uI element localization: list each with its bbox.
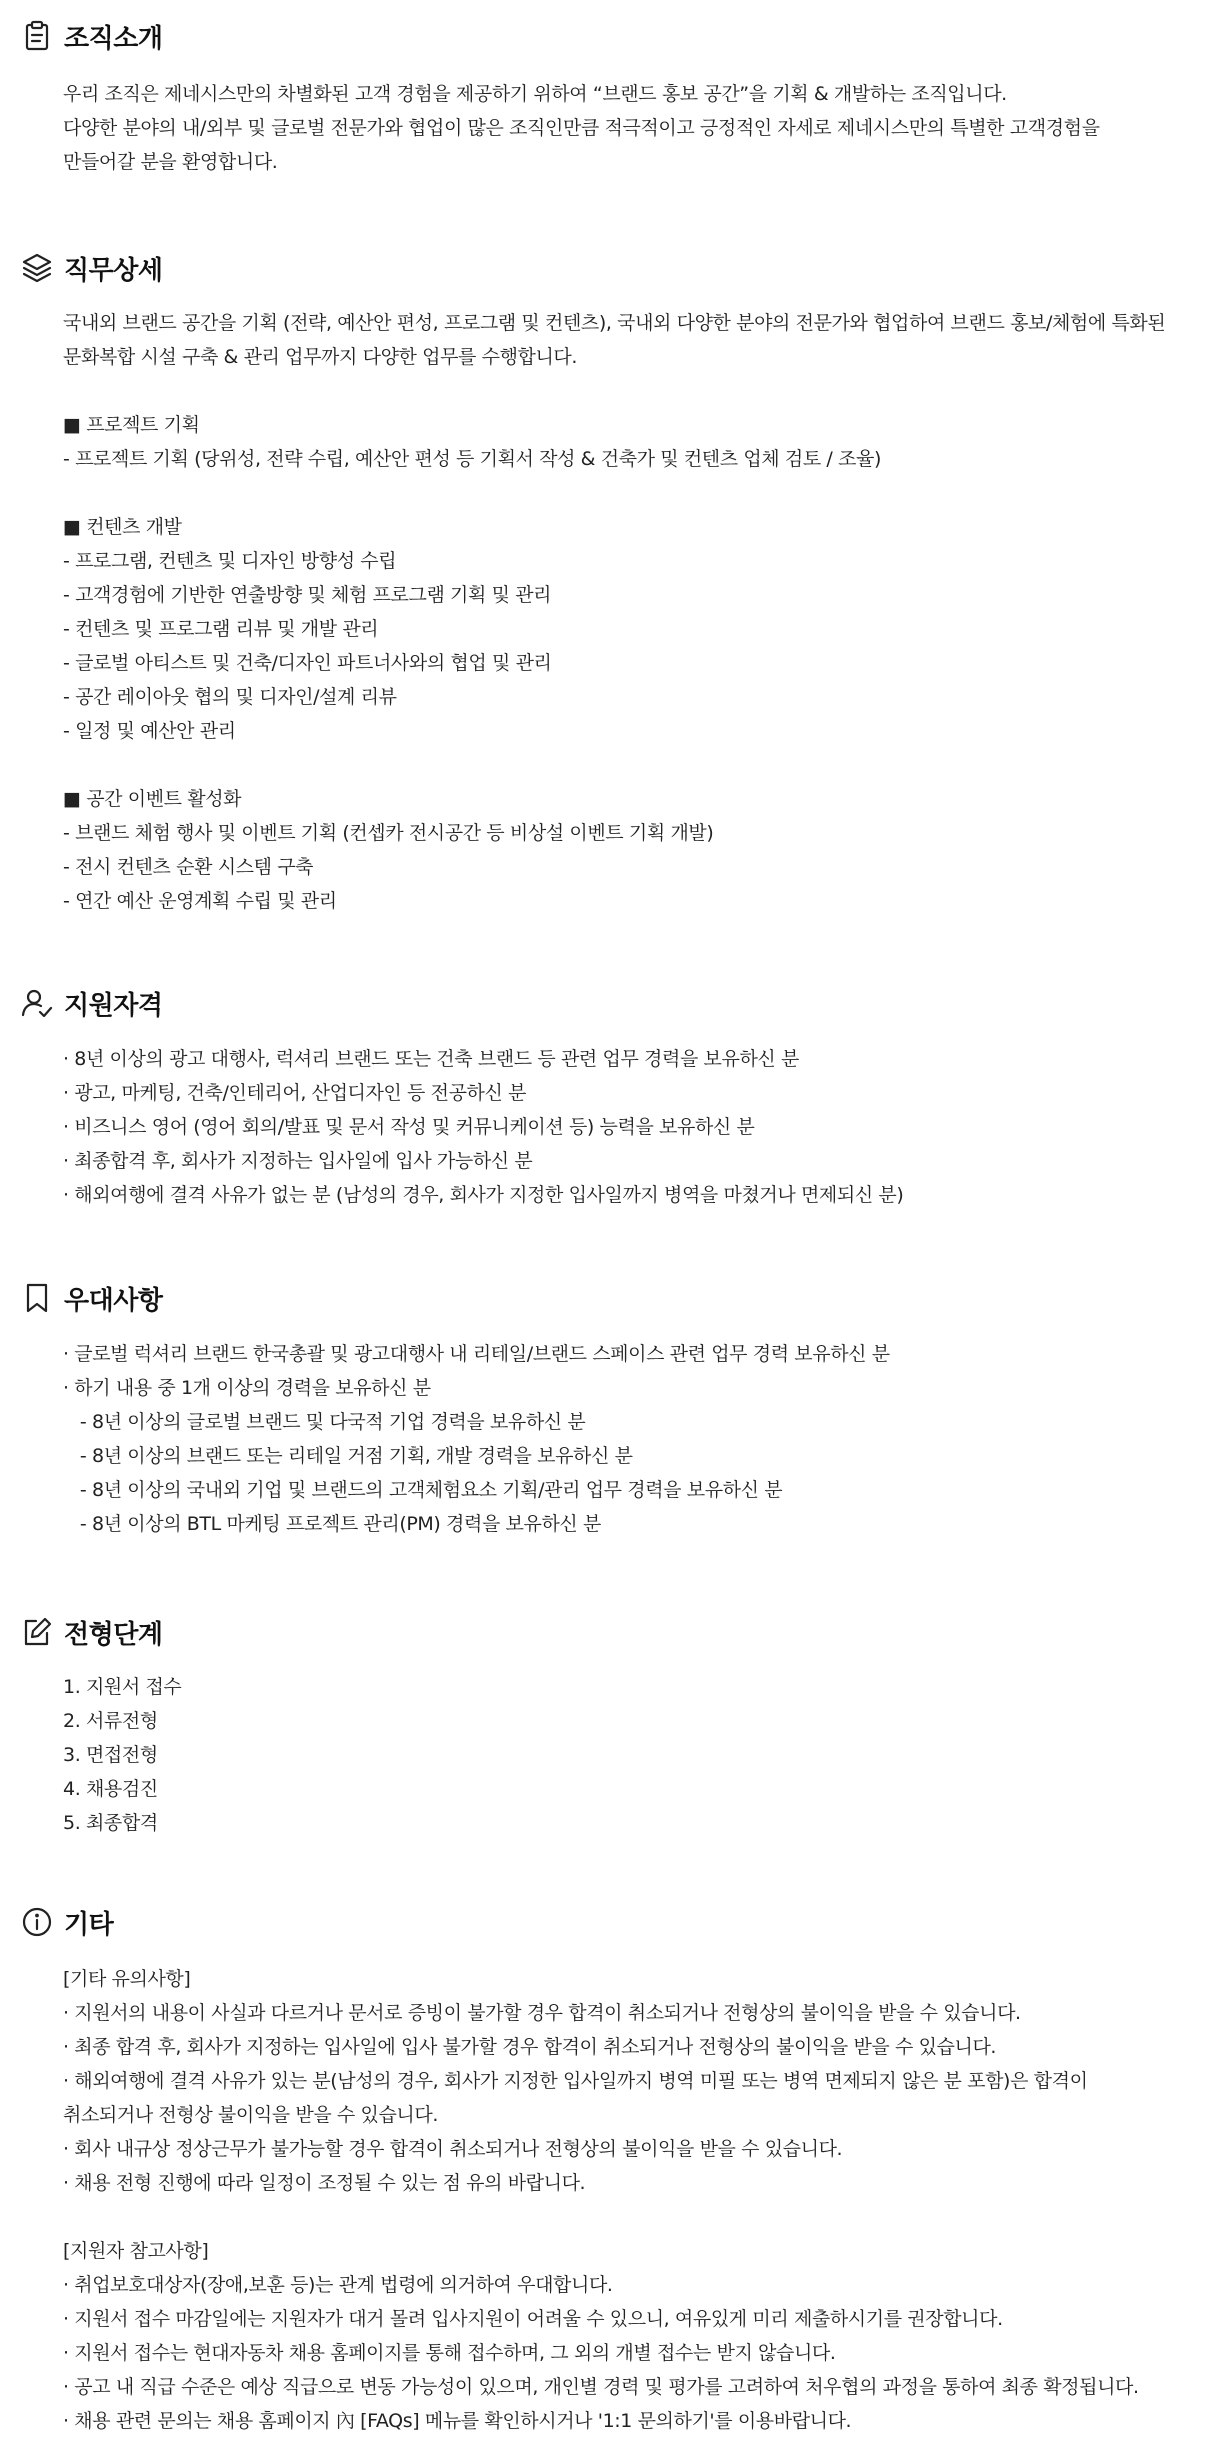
list-item: · 비즈니스 영어 (영어 회의/발표 및 문서 작성 및 커뮤니케이션 등) 능력을 보유하신 분	[63, 1116, 755, 1138]
list-item: · 회사 내규상 정상근무가 불가능할 경우 합격이 취소되거나 전형상의 불이익을 받을 수 있습니다.	[63, 2138, 843, 2160]
list-item-continuation: 취소되거나 전형상 불이익을 받을 수 있습니다.	[63, 2104, 438, 2126]
list-item: · 지원서 접수는 현대자동차 채용 홈페이지를 통해 접수하며, 그 외의 개별 접수는 받지 않습니다.	[63, 2342, 836, 2364]
bookmark-icon	[20, 1281, 54, 1315]
section-duties-header	[20, 248, 162, 288]
list-heading: ■ 공간 이벤트 활성화	[63, 788, 242, 810]
subsection-heading: [지원자 참고사항]	[63, 2240, 209, 2262]
section-about-header	[20, 16, 162, 56]
list-item: - 공간 레이아웃 협의 및 디자인/설계 리뷰	[63, 686, 397, 708]
section-title: 직무상세	[64, 255, 163, 286]
list-item: · 해외여행에 결격 사유가 없는 분 (남성의 경우, 회사가 지정한 입사일까지 병역을 마쳤거나 면제되신 분)	[63, 1184, 904, 1206]
section-title: 우대사항	[64, 1285, 163, 1316]
info-icon	[20, 1905, 54, 1939]
list-item: · 해외여행에 결격 사유가 있는 분(남성의 경우, 회사가 지정한 입사일까지 병역 미필 또는 병역 면제되지 않은 분 포함)은 합격이	[63, 2070, 1088, 2092]
person-check-icon	[20, 986, 54, 1020]
list-item: · 하기 내용 중 1개 이상의 경력을 보유하신 분	[63, 1377, 431, 1399]
section-title: 조직소개	[64, 23, 163, 54]
section-about	[0, 16, 1205, 186]
list-item: - 일정 및 예산안 관리	[63, 720, 236, 742]
edit-icon	[20, 1615, 54, 1649]
list-item: · 채용 관련 문의는 채용 홈페이지 內 [FAQs] 메뉴를 확인하시거나 '1:1 문의하기'를 이용바랍니다.	[63, 2410, 852, 2432]
list-subitem: - 8년 이상의 BTL 마케팅 프로젝트 관리(PM) 경력을 보유하신 분	[63, 1513, 601, 1535]
section-title: 전형단계	[64, 1619, 163, 1650]
list-item: · 지원서의 내용이 사실과 다르거나 문서로 증빙이 불가할 경우 합격이 취소되거나 전형상의 불이익을 받을 수 있습니다.	[63, 2002, 1021, 2024]
list-item: 1. 지원서 접수	[63, 1676, 182, 1698]
layers-icon	[20, 251, 54, 285]
body-line: 문화복합 시설 구축 & 관리 업무까지 다양한 업무를 수행합니다.	[63, 346, 578, 368]
section-title: 기타	[64, 1909, 114, 1940]
list-heading: ■ 프로젝트 기획	[63, 414, 200, 436]
list-item: · 공고 내 직급 수준은 예상 직급으로 변동 가능성이 있으며, 개인별 경력 및 평가를 고려하여 처우협의 과정을 통하여 최종 확정됩니다.	[63, 2376, 1139, 2398]
list-item: - 브랜드 체험 행사 및 이벤트 기획 (컨셉카 전시공간 등 비상설 이벤트 기획 개발)	[63, 822, 714, 844]
list-item: - 컨텐츠 및 프로그램 리뷰 및 개발 관리	[63, 618, 379, 640]
list-item: 2. 서류전형	[63, 1710, 158, 1732]
section-process-header	[20, 1612, 162, 1652]
section-duties	[0, 248, 1205, 928]
list-item: · 글로벌 럭셔리 브랜드 한국총괄 및 광고대행사 내 리테일/브랜드 스페이스 관련 업무 경력 보유하신 분	[63, 1343, 890, 1365]
body-line: 국내외 브랜드 공간을 기획 (전략, 예산안 편성, 프로그램 및 컨텐츠), 국내외 다양한 분야의 전문가와 협업하여 브랜드 홍보/체험에 특화된	[63, 312, 1166, 334]
list-item: - 글로벌 아티스트 및 건축/디자인 파트너사와의 협업 및 관리	[63, 652, 552, 674]
list-item: - 프로젝트 기획 (당위성, 전략 수립, 예산안 편성 등 기획서 작성 & 건축가 및 컨텐츠 업체 검토 / 조율)	[63, 448, 881, 470]
body-line: 우리 조직은 제네시스만의 차별화된 고객 경험을 제공하기 위하여 “브랜드 홍보 공간”을 기획 & 개발하는 조직입니다.	[63, 83, 1007, 105]
subsection-heading: [기타 유의사항]	[63, 1968, 191, 1990]
list-item: · 최종 합격 후, 회사가 지정하는 입사일에 입사 불가할 경우 합격이 취소되거나 전형상의 불이익을 받을 수 있습니다.	[63, 2036, 997, 2058]
list-item: · 광고, 마케팅, 건축/인테리어, 산업디자인 등 전공하신 분	[63, 1082, 527, 1104]
list-item: · 8년 이상의 광고 대행사, 럭셔리 브랜드 또는 건축 브랜드 등 관련 업무 경력을 보유하신 분	[63, 1048, 799, 1070]
section-process	[0, 1612, 1205, 1842]
body-line: 만들어갈 분을 환영합니다.	[63, 151, 278, 173]
list-item: 3. 면접전형	[63, 1744, 158, 1766]
list-item: · 채용 전형 진행에 따라 일정이 조정될 수 있는 점 유의 바랍니다.	[63, 2172, 586, 2194]
list-heading: ■ 컨텐츠 개발	[63, 516, 182, 538]
body-line: 다양한 분야의 내/외부 및 글로벌 전문가와 협업이 많은 조직인만큼 적극적이고 긍정적인 자세로 제네시스만의 특별한 고객경험을	[63, 117, 1100, 139]
list-subitem: - 8년 이상의 브랜드 또는 리테일 거점 기획, 개발 경력을 보유하신 분	[63, 1445, 633, 1467]
list-item: - 프로그램, 컨텐츠 및 디자인 방향성 수립	[63, 550, 397, 572]
section-preferred-header	[20, 1278, 162, 1318]
list-item: · 취업보호대상자(장애,보훈 등)는 관계 법령에 의거하여 우대합니다.	[63, 2274, 613, 2296]
list-item: 5. 최종합격	[63, 1812, 158, 1834]
section-qualifications-header	[20, 983, 162, 1023]
section-etc-header	[20, 1902, 113, 1942]
list-item: - 전시 컨텐츠 순환 시스템 구축	[63, 856, 314, 878]
section-qualifications	[0, 983, 1205, 1223]
list-item: - 고객경험에 기반한 연출방향 및 체험 프로그램 기획 및 관리	[63, 584, 552, 606]
section-title: 지원자격	[64, 990, 163, 1021]
list-item: · 최종합격 후, 회사가 지정하는 입사일에 입사 가능하신 분	[63, 1150, 533, 1172]
list-subitem: - 8년 이상의 국내외 기업 및 브랜드의 고객체험요소 기획/관리 업무 경력을 보유하신 분	[63, 1479, 783, 1501]
section-preferred	[0, 1278, 1205, 1558]
clipboard-icon	[20, 19, 54, 53]
list-subitem: - 8년 이상의 글로벌 브랜드 및 다국적 기업 경력을 보유하신 분	[63, 1411, 586, 1433]
section-etc	[0, 1902, 1205, 2456]
list-item: - 연간 예산 운영계획 수립 및 관리	[63, 890, 337, 912]
list-item: 4. 채용검진	[63, 1778, 158, 1800]
list-item: · 지원서 접수 마감일에는 지원자가 대거 몰려 입사지원이 어려울 수 있으니, 여유있게 미리 제출하시기를 권장합니다.	[63, 2308, 1003, 2330]
